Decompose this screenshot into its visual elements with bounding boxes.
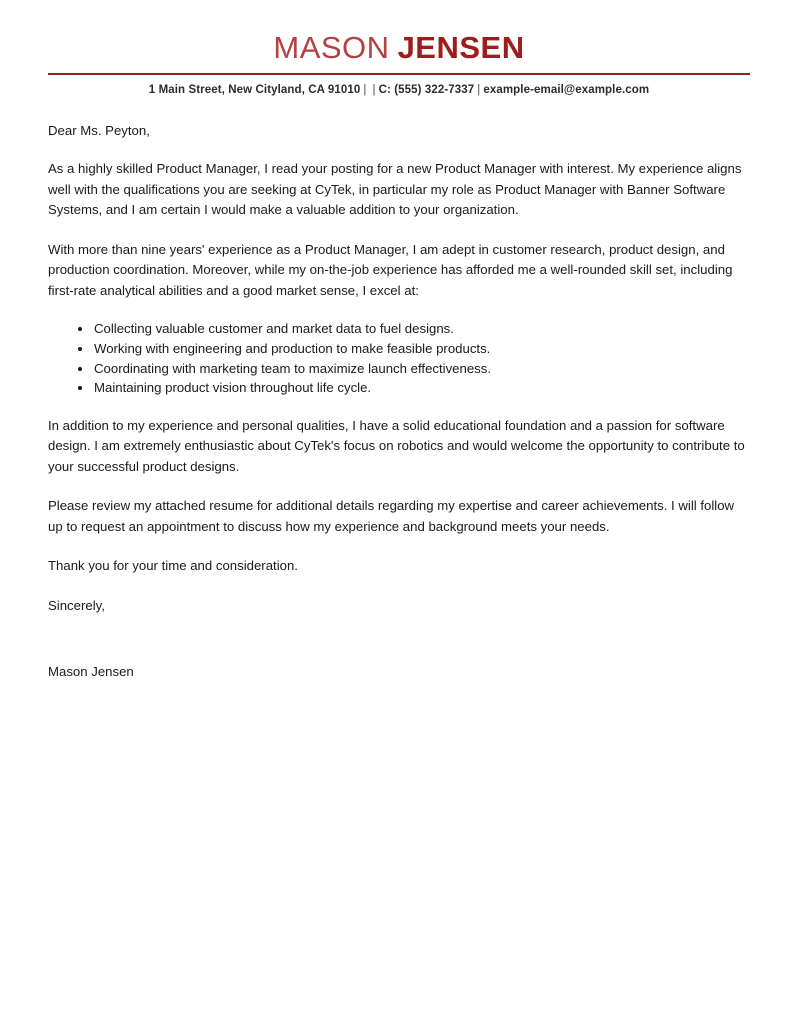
- contact-address: 1 Main Street, New Cityland, CA 91010: [148, 83, 361, 96]
- contact-separator-1: |: [363, 83, 367, 96]
- cover-letter: [48, 0, 750, 683]
- contact-info-line: [48, 84, 750, 96]
- signoff: Sincerely,: [48, 597, 105, 613]
- bullet-icon: [78, 367, 82, 371]
- signature-name: Mason Jensen: [48, 664, 134, 680]
- contact-email: example-email@example.com: [483, 83, 650, 96]
- list-item-label: Coordinating with marketing team to maximize launch effectiveness.: [94, 360, 492, 376]
- contact-separator-3: |: [477, 83, 481, 96]
- skills-bullet-list: [48, 320, 750, 397]
- list-item: [48, 340, 750, 358]
- contact-separator-2: |: [372, 83, 376, 96]
- bullet-icon: [78, 386, 82, 390]
- header-last-name: JENSEN: [397, 30, 525, 65]
- body-paragraph-3: In addition to my experience and personal qualities, I have a solid educational foundation and a passion for software design. I am extremely enthusiastic about CyTek's focus on robotics and would welcome the opportunity to contribute to your successful product designs.: [48, 417, 745, 474]
- bullet-icon: [78, 347, 82, 351]
- header-divider: [48, 73, 750, 75]
- body-paragraph-1: As a highly skilled Product Manager, I read your posting for a new Product Manager with interest. My experience aligns well with the qualifications you are seeking at CyTek, in particular my role as Product Manager with Banner Software Systems, and I am certain I would make a valuable addition to your organization.: [48, 161, 742, 218]
- salutation: Dear Ms. Peyton,: [48, 122, 150, 138]
- list-item: [48, 379, 750, 397]
- bullet-icon: [78, 327, 82, 331]
- page-title: [48, 30, 750, 66]
- list-item-label: Maintaining product vision throughout life cycle.: [94, 380, 372, 396]
- list-item-label: Collecting valuable customer and market data to fuel designs.: [94, 321, 454, 337]
- header-first-name: MASON: [273, 30, 390, 65]
- signature-space: [48, 616, 750, 662]
- list-item: [48, 360, 750, 378]
- list-item: [48, 320, 750, 338]
- list-item-label: Working with engineering and production to make feasible products.: [94, 340, 491, 356]
- contact-phone: C: (555) 322-7337: [378, 83, 475, 96]
- letter-body: [48, 121, 750, 683]
- closing-thanks: Thank you for your time and consideration.: [48, 558, 298, 574]
- body-paragraph-4: Please review my attached resume for additional details regarding my expertise and career achievements. I will follow up to request an appointment to discuss how my experience and background meets your needs.: [48, 498, 735, 534]
- body-paragraph-2: With more than nine years' experience as a Product Manager, I am adept in customer research, product design, and production coordination. Moreover, while my on-the-job experience has afforded me a well-rounded skill set, including first-rate analytical abilities and a good market sense, I excel at:: [48, 241, 733, 298]
